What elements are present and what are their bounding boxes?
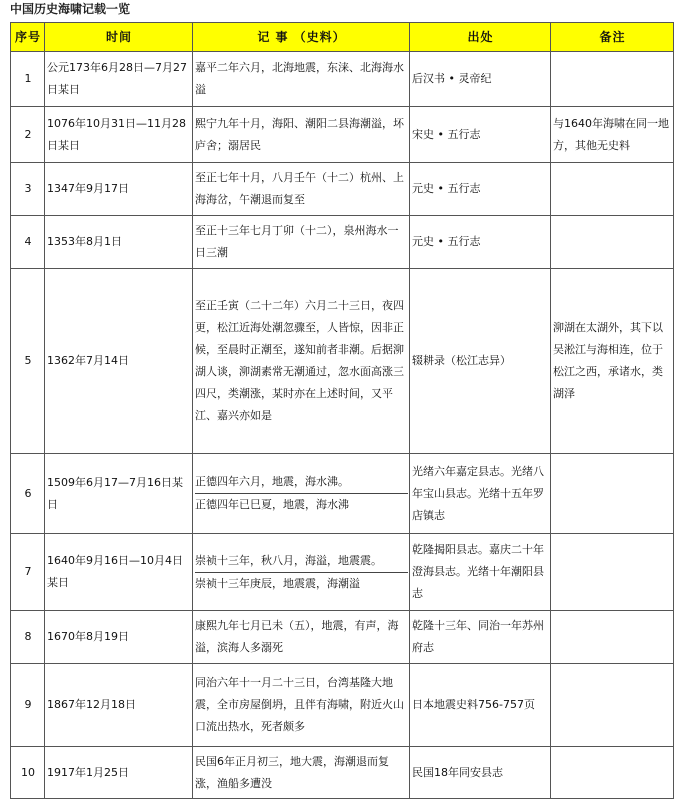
cell-record <box>193 52 410 107</box>
table-row <box>11 534 674 611</box>
cell-source: 民国18年同安县志 <box>410 747 551 799</box>
cell-time: 1670年8月19日 <box>45 611 193 664</box>
cell-source: 乾隆十三年、同治一年苏州府志 <box>410 611 551 664</box>
table-row <box>11 216 674 269</box>
header-no: 序号 <box>11 23 45 52</box>
record-line: 同治六年十一月二十三日，台湾基隆大地震，全市房屋倒坍，且伴有海啸，附近火山口流出热水，死者颇多 <box>195 676 404 733</box>
table-row <box>11 611 674 664</box>
cell-no: 9 <box>11 664 45 747</box>
cell-note <box>551 611 674 664</box>
page-title: 中国历史海啸记载一览 <box>10 2 131 16</box>
cell-note <box>551 534 674 611</box>
table-row <box>11 747 674 799</box>
record-line: 康熙九年七月已未（五），地震，有声，海溢，滨海人多溺死 <box>195 619 399 654</box>
cell-record <box>193 216 410 269</box>
cell-record <box>193 107 410 163</box>
table-row <box>11 163 674 216</box>
cell-time: 公元173年6月28日—7月27日某日 <box>45 52 193 107</box>
table-row <box>11 107 674 163</box>
cell-record <box>193 269 410 454</box>
record-line: 熙宁九年十月，海阳、潮阳二县海潮溢，坏庐舍；溺居民 <box>195 116 404 152</box>
table-header-row <box>11 23 674 52</box>
cell-no: 8 <box>11 611 45 664</box>
cell-note <box>551 747 674 799</box>
cell-record <box>193 163 410 216</box>
record-line: 正德四年已巳夏，地震，海水沸 <box>195 498 349 511</box>
cell-note: 与1640年海啸在同一地方，其他无史料 <box>551 107 674 163</box>
cell-time: 1867年12月18日 <box>45 664 193 747</box>
cell-record <box>193 664 410 747</box>
cell-note <box>551 163 674 216</box>
cell-time: 1640年9月16日—10月4日某日 <box>45 534 193 611</box>
cell-note <box>551 52 674 107</box>
cell-no: 4 <box>11 216 45 269</box>
header-time: 时间 <box>45 23 193 52</box>
cell-source: 光绪六年嘉定县志。光绪八年宝山县志。光绪十五年罗店镇志 <box>410 454 551 534</box>
record-line: 至正十三年七月丁卯（十二），泉州海水一日三潮 <box>195 224 399 259</box>
cell-source: 元史 • 五行志 <box>410 216 551 269</box>
header-record: 记 事 （史料） <box>193 23 410 52</box>
record-line: 至正壬寅（二十二年）六月二十三日，夜四更，松江近海处潮忽骤至，人皆惊，因非正候，至晨时正潮至，遂知前者非潮。后据泖湖人谈，泖湖素常无潮通过，忽水面高涨三四尺，类潮涨，某时亦在上述时间，又平江、嘉兴亦如是 <box>195 299 404 422</box>
cell-record <box>193 747 410 799</box>
record-line: 民国6年正月初三，地大震，海潮退而复涨，渔船多遭没 <box>195 754 389 790</box>
header-source: 出处 <box>410 23 551 52</box>
cell-no: 10 <box>11 747 45 799</box>
header-note: 备注 <box>551 23 674 52</box>
record-line: 至正七年十月，八月壬午（十二）杭州、上海海岔，午潮退而复至 <box>195 171 404 206</box>
table-row <box>11 664 674 747</box>
cell-record <box>193 534 410 611</box>
cell-note <box>551 664 674 747</box>
cell-source: 日本地震史料756-757页 <box>410 664 551 747</box>
cell-record <box>193 611 410 664</box>
record-line: 崇祯十三年庚辰，地震震，海潮溢 <box>195 576 360 590</box>
cell-note: 泖湖在太湖外，其下以吴淞江与海相连，位于松江之西，承诸水，类湖泽 <box>551 269 674 454</box>
cell-source: 宋史 • 五行志 <box>410 107 551 163</box>
cell-time: 1509年6月17—7月16日某日 <box>45 454 193 534</box>
cell-no: 2 <box>11 107 45 163</box>
cell-source: 辍耕录（松江志异） <box>410 269 551 454</box>
record-line: 嘉平二年六月，北海地震，东涞、北海海水溢 <box>195 61 404 96</box>
cell-note <box>551 216 674 269</box>
cell-no: 7 <box>11 534 45 611</box>
cell-source: 乾隆揭阳县志。嘉庆二十年澄海县志。光绪十年潮阳县志 <box>410 534 551 611</box>
cell-source: 元史 • 五行志 <box>410 163 551 216</box>
record-line: 正德四年六月，地震，海水沸。 <box>195 475 349 488</box>
cell-no: 3 <box>11 163 45 216</box>
cell-no: 6 <box>11 454 45 534</box>
table-row <box>11 52 674 107</box>
cell-time: 1353年8月1日 <box>45 216 193 269</box>
cell-time: 1362年7月14日 <box>45 269 193 454</box>
cell-note <box>551 454 674 534</box>
table-row <box>11 454 674 534</box>
cell-source: 后汉书 • 灵帝纪 <box>410 52 551 107</box>
cell-time: 1347年9月17日 <box>45 163 193 216</box>
table-row <box>11 269 674 454</box>
cell-time: 1917年1月25日 <box>45 747 193 799</box>
cell-no: 5 <box>11 269 45 454</box>
tsunami-table <box>10 22 674 799</box>
cell-time: 1076年10月31日—11月28日某日 <box>45 107 193 163</box>
record-line: 崇祯十三年，秋八月，海溢，地震震。 <box>195 553 382 567</box>
cell-record <box>193 454 410 534</box>
cell-no: 1 <box>11 52 45 107</box>
